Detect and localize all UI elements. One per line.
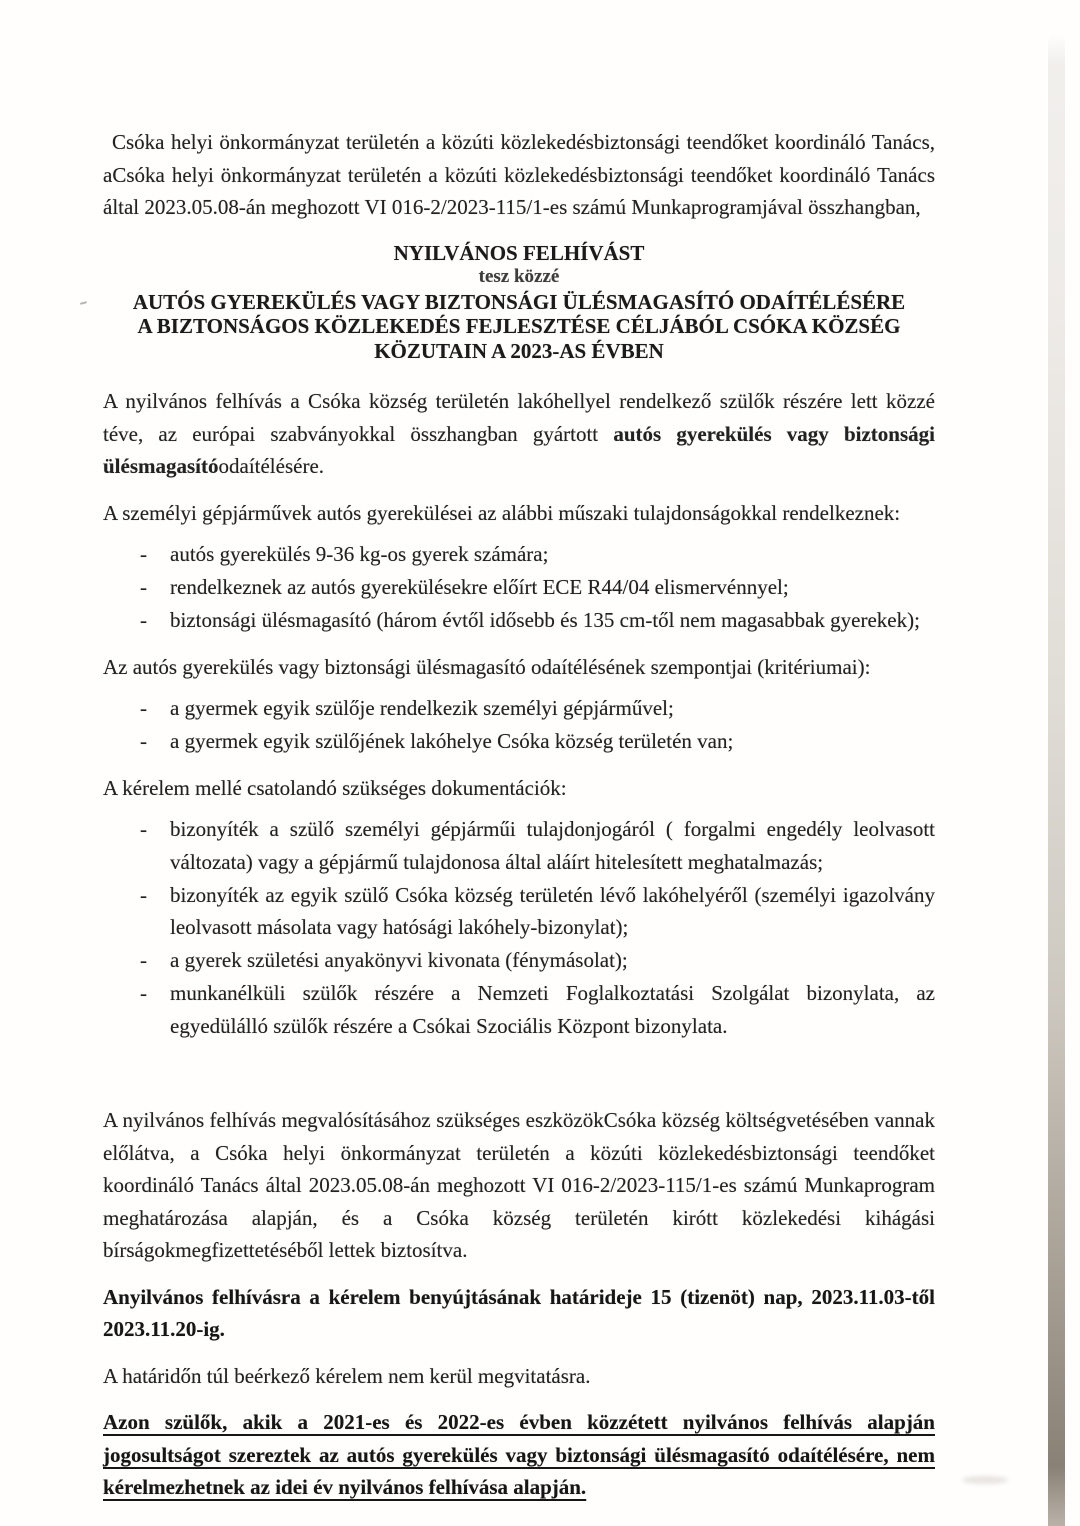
list-item (103, 944, 935, 977)
list-item-text: bizonyíték az egyik szülő Csóka község területén lévő lakóhelyéről (személyi igazolvány leolvasott másolata vagy hatósági lakóhely-bizonylat); (170, 882, 935, 939)
list-item-text: a gyermek egyik szülője rendelkezik személyi gépjárművel; (170, 696, 674, 720)
bullet-dash: - (140, 542, 147, 566)
list-item-text: rendelkeznek az autós gyerekülésekre előírt ECE R44/04 elismervénnyel; (170, 575, 789, 599)
announcement-paragraph (103, 385, 935, 483)
late-submission-paragraph: A határidőn túl beérkező kérelem nem kerül megvitatásra. (103, 1363, 591, 1388)
list-item-text: a gyerek születési anyakönyvi kivonata (fénymásolat); (170, 948, 628, 972)
title-line-3: AUTÓS GYEREKÜLÉS VAGY BIZTONSÁGI ÜLÉSMAGASÍTÓ ODAÍTÉLÉSÉRE (132, 289, 906, 314)
criteria-list (103, 692, 935, 758)
docs-heading: A kérelem mellé csatolandó szükséges dokumentációk: (103, 775, 567, 800)
title-line-5: KÖZUTAIN A 2023-AS ÉVBEN (374, 338, 664, 363)
list-item (103, 813, 935, 878)
list-item (103, 879, 935, 944)
title-line-2: tesz közzé (478, 266, 560, 287)
scan-artifact-smudge (962, 1476, 1008, 1484)
bullet-dash: - (140, 817, 147, 841)
announcement-text-bold: autós gyerekülés vagy biztonsági ülésmagasító (103, 421, 935, 478)
bullet-dash: - (140, 575, 147, 599)
list-item-text: autós gyerekülés 9-36 kg-os gyerek számára; (170, 542, 549, 566)
list-item (103, 538, 935, 571)
document-title-block (103, 241, 935, 364)
list-item (103, 725, 935, 758)
list-item (103, 604, 935, 637)
announcement-text-regular-2: odaítélésére. (218, 454, 325, 478)
list-item-text: munkanélküli szülők részére a Nemzeti Foglalkoztatási Szolgálat bizonylata, az egyedülálló szülők részére a Csókai Szociális Központ bizonylata. (170, 981, 935, 1038)
bullet-dash: - (140, 981, 147, 1005)
specs-heading: A személyi gépjárművek autós gyerekülései az alábbi műszaki tulajdonságokkal rendelkeznek: (103, 500, 901, 525)
title-line-4: A BIZTONSÁGOS KÖZLEKEDÉS FEJLESZTÉSE CÉLJÁBÓL CSÓKA KÖZSÉG (137, 314, 901, 338)
announcement-text-regular-1: A nyilvános felhívás a Csóka község területén lakóhellyel rendelkező szülők részére lett közzé téve, az európai szabványokkal összhangban gyártott (103, 389, 935, 446)
deadline-paragraph: Anyilvános felhívásra a kérelem benyújtásának határideje 15 (tizenöt) nap, 2023.11.03-től 2023.11.20-ig. (103, 1284, 935, 1341)
criteria-heading: Az autós gyerekülés vagy biztonsági ülésmagasító odaítélésének szempontjai (kritériumai): (103, 654, 871, 679)
list-item-text: biztonsági ülésmagasító (három évtől idősebb és 135 cm-től nem magasabbak gyerekek); (170, 608, 920, 632)
document-content (103, 126, 935, 1504)
scan-artifact-dash (80, 301, 87, 305)
scan-page-edge-shadow (1048, 34, 1065, 1526)
title-line-1: NYILVÁNOS FELHÍVÁST (393, 240, 645, 265)
specs-list (103, 538, 935, 637)
list-item-text: a gyermek egyik szülőjének lakóhelye Csóka község területén van; (170, 729, 734, 753)
docs-list (103, 813, 935, 1042)
intro-paragraph: Csóka helyi önkormányzat területén a közúti közlekedésbiztonsági teendőket koordináló Tanács, aCsóka helyi önkormányzat területén a közúti közlekedésbiztonsági teendőket koordináló Tanács által 2023.05.08-án meghozott VI 016-2/2023-115/1-es számú Munkaprogramjával összhangban, (103, 130, 935, 219)
bullet-dash: - (140, 882, 147, 907)
list-item (103, 571, 935, 604)
bullet-dash: - (140, 608, 147, 632)
exclusion-paragraph: Azon szülők, akik a 2021-es és 2022-es évben közzétett nyilvános felhívás alapján jogosultságot szereztek az autós gyerekülés vagy biztonsági ülésmagasító odaítélésére, nem kérelmezhetnek az idei év nyilvános felhívása alapján. (103, 1410, 935, 1499)
bullet-dash: - (140, 729, 147, 753)
list-item (103, 977, 935, 1042)
bullet-dash: - (140, 948, 147, 972)
bullet-dash: - (140, 696, 147, 720)
list-item (103, 692, 935, 725)
funding-paragraph: A nyilvános felhívás megvalósításához szükséges eszközökCsóka község költségvetésében vannak előlátva, a Csóka helyi önkormányzat területén a közúti közlekedésbiztonsági teendőket koordináló Tanács által 2023.05.08-án meghozott VI 016-2/2023-115/1-es számú Munkaprogram meghatározása alapján, és a Csóka község területén kirótt közlekedési kihágási bírságokmegfizettetéséből lettek biztosítva. (103, 1108, 935, 1262)
list-item-text: bizonyíték a szülő személyi gépjárműi tulajdonjogáról ( forgalmi engedély leolvasott változata) vagy a gépjármű tulajdonosa által aláírt hitelesített meghatalmazás; (170, 817, 935, 874)
